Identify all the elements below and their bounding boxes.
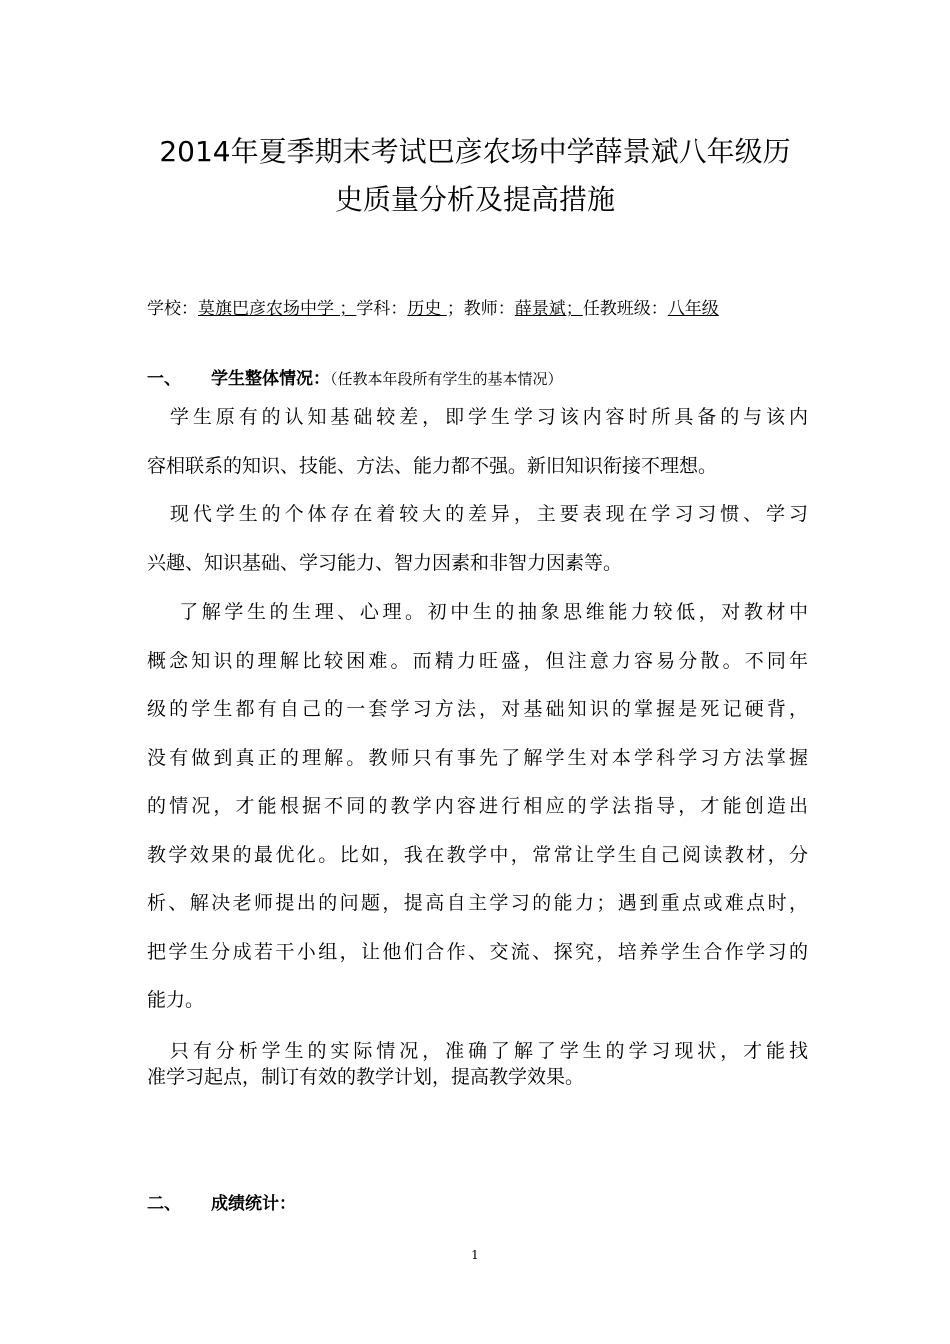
paragraph-line: 析、解决老师提出的问题，提高自主学习的能力；遇到重点或难点时，: [147, 892, 808, 914]
paragraph-line: 兴趣、知识基础、学习能力、智力因素和非智力因素等。: [147, 551, 623, 574]
paragraph-4: [147, 1038, 808, 1090]
paragraph-line: 的情况，才能根据不同的教学内容进行相应的学法指导，才能创造出: [147, 795, 808, 817]
teacher-label: ；教师：: [446, 299, 515, 319]
paragraph-line: 没有做到真正的理解。教师只有事先了解学生对本学科学习方法掌握: [147, 746, 808, 769]
paragraph-line: 只有分析学生的实际情况，准确了解了学生的学习现状，才能找: [147, 1040, 808, 1062]
info-line: [147, 298, 719, 320]
section-1-note: （任教本年段所有学生的基本情况）: [330, 370, 563, 388]
section-1-number: 一、: [147, 369, 181, 389]
teacher-value: 薛景斌；: [514, 299, 583, 319]
paragraph-3: [147, 588, 808, 1025]
paragraph-line: 容相联系的知识、技能、方法、能力都不强。新旧知识衔接不理想。: [147, 454, 718, 477]
subject-label: 学科：: [356, 299, 408, 319]
section-2-number: 二、: [147, 1194, 181, 1214]
page-number: 1: [471, 1248, 479, 1262]
paragraph-1: [147, 393, 808, 490]
section-2-label: 成绩统计：: [211, 1194, 296, 1214]
paragraph-2: [147, 490, 808, 587]
section-1-heading: [147, 368, 563, 390]
school-label: 学校：: [147, 299, 198, 319]
paragraph-line: 教学效果的最优化。比如，我在教学中，常常让学生自己阅读教材，分: [147, 843, 808, 866]
paragraph-line: 了解学生的生理、心理。初中生的抽象思维能力较低，对教材中: [147, 601, 808, 623]
paragraph-line: 能力。: [147, 989, 205, 1011]
paragraph-line: 级的学生都有自己的一套学习方法，对基础知识的掌握是死记硬背，: [147, 698, 808, 720]
paragraph-line: 现代学生的个体存在着较大的差异，主要表现在学习习惯、学习: [147, 503, 808, 525]
class-value: 八年级: [667, 299, 719, 319]
section-2-heading: [147, 1193, 296, 1215]
section-1-label: 学生整体情况：: [211, 369, 330, 389]
class-label: 任教班级：: [582, 299, 668, 319]
document-title-line-2: 史质量分析及提高措施: [334, 183, 615, 216]
school-value: 莫旗巴彦农场中学 ；: [198, 299, 357, 319]
document-title-line-1: 2014年夏季期末考试巴彦农场中学薛景斌八年级历: [159, 135, 791, 168]
paragraph-line: 把学生分成若干小组，让他们合作、交流、探究，培养学生合作学习的: [147, 940, 808, 963]
paragraph-line: 概念知识的理解比较困难。而精力旺盛，但注意力容易分散。不同年: [147, 649, 808, 672]
subject-value: 历史: [407, 299, 447, 319]
paragraph-line: 准学习起点，制订有效的教学计划，提高教学效果。: [147, 1066, 585, 1088]
paragraph-line: 学生原有的认知基础较差，即学生学习该内容时所具备的与该内: [147, 406, 808, 428]
